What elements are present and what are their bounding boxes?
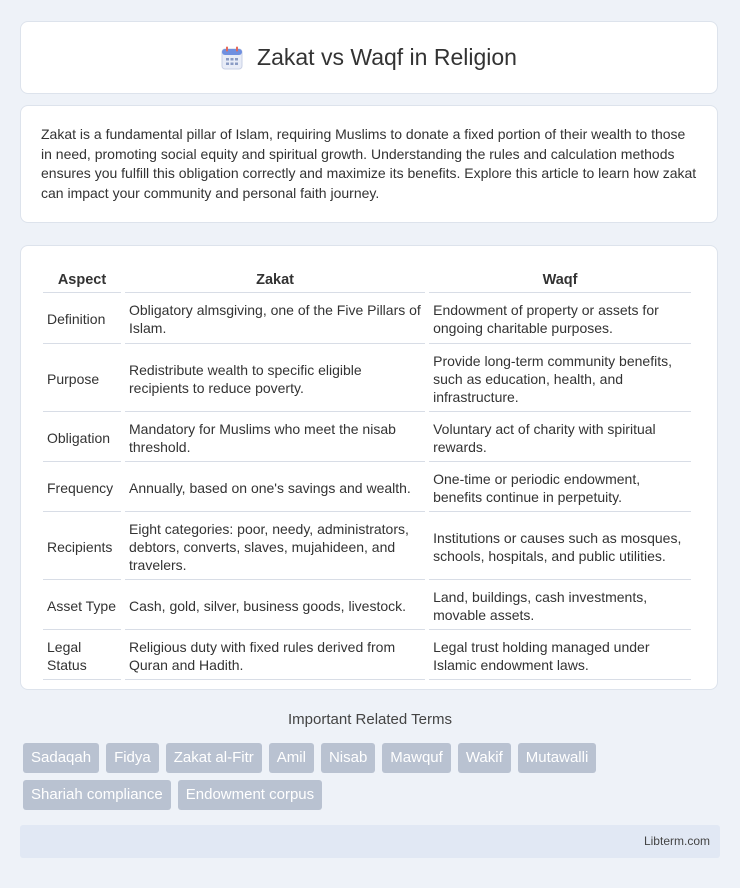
column-header-aspect: Aspect xyxy=(43,268,121,293)
table-row xyxy=(43,414,691,462)
calendar-icon xyxy=(221,46,243,70)
row-zakat: Eight categories: poor, needy, administrators, debtors, converts, slaves, mujahideen, and travelers. xyxy=(125,514,425,580)
row-aspect: Purpose xyxy=(43,346,121,412)
row-waqf: Legal trust holding managed under Islamic endowment laws. xyxy=(429,632,691,680)
page-title: Zakat vs Waqf in Religion xyxy=(257,44,517,70)
tag-amil[interactable]: Amil xyxy=(269,743,314,773)
table-header-row xyxy=(43,268,691,293)
related-terms-tags xyxy=(23,743,723,810)
row-aspect: Definition xyxy=(43,295,121,344)
row-zakat: Redistribute wealth to specific eligible recipients to reduce poverty. xyxy=(125,346,425,412)
row-aspect: Frequency xyxy=(43,464,121,512)
footer-site-link[interactable]: Libterm.com xyxy=(643,834,710,848)
row-waqf: One-time or periodic endowment, benefits continue in perpetuity. xyxy=(429,464,691,512)
tag-sadaqah[interactable]: Sadaqah xyxy=(23,743,99,773)
row-zakat: Cash, gold, silver, business goods, livestock. xyxy=(125,582,425,630)
table-row xyxy=(43,514,691,580)
tag-wakif[interactable]: Wakif xyxy=(458,743,511,773)
header-card xyxy=(20,21,718,94)
tag-mawquf[interactable]: Mawquf xyxy=(382,743,451,773)
row-aspect: Recipients xyxy=(43,514,121,580)
row-zakat: Mandatory for Muslims who meet the nisab threshold. xyxy=(125,414,425,462)
related-terms-title: Important Related Terms xyxy=(288,711,452,728)
intro-card xyxy=(20,105,718,223)
row-zakat: Religious duty with fixed rules derived from Quran and Hadith. xyxy=(125,632,425,680)
column-header-waqf: Waqf xyxy=(429,268,691,293)
tag-fidya[interactable]: Fidya xyxy=(106,743,159,773)
table-row xyxy=(43,346,691,412)
table-row xyxy=(43,295,691,344)
row-aspect: Legal Status xyxy=(43,632,121,680)
table-row xyxy=(43,582,691,630)
tag-shariah-compliance[interactable]: Shariah compliance xyxy=(23,780,171,810)
table-row xyxy=(43,632,691,680)
row-zakat: Annually, based on one's savings and wealth. xyxy=(125,464,425,512)
table-row xyxy=(43,464,691,512)
tag-zakat-al-fitr[interactable]: Zakat al-Fitr xyxy=(166,743,262,773)
footer xyxy=(20,825,720,858)
row-waqf: Institutions or causes such as mosques, schools, hospitals, and public utilities. xyxy=(429,514,691,580)
tag-endowment-corpus[interactable]: Endowment corpus xyxy=(178,780,322,810)
comparison-table xyxy=(39,266,695,682)
row-waqf: Provide long-term community benefits, such as education, health, and infrastructure. xyxy=(429,346,691,412)
row-aspect: Asset Type xyxy=(43,582,121,630)
tag-mutawalli[interactable]: Mutawalli xyxy=(518,743,597,773)
row-waqf: Land, buildings, cash investments, movable assets. xyxy=(429,582,691,630)
row-zakat: Obligatory almsgiving, one of the Five Pillars of Islam. xyxy=(125,295,425,344)
column-header-zakat: Zakat xyxy=(125,268,425,293)
row-aspect: Obligation xyxy=(43,414,121,462)
tag-nisab[interactable]: Nisab xyxy=(321,743,375,773)
row-waqf: Endowment of property or assets for ongoing charitable purposes. xyxy=(429,295,691,344)
comparison-table-card xyxy=(20,245,718,690)
row-waqf: Voluntary act of charity with spiritual rewards. xyxy=(429,414,691,462)
intro-text: Zakat is a fundamental pillar of Islam, requiring Muslims to donate a fixed portion of their wealth to those in need, promoting social equity and spiritual growth. Understanding the rules and calculation methods ensures you fulfill this obligation correctly and maximize its benefits. Explore this article to learn how zakat can impact your community and personal faith journey. xyxy=(41,126,697,201)
